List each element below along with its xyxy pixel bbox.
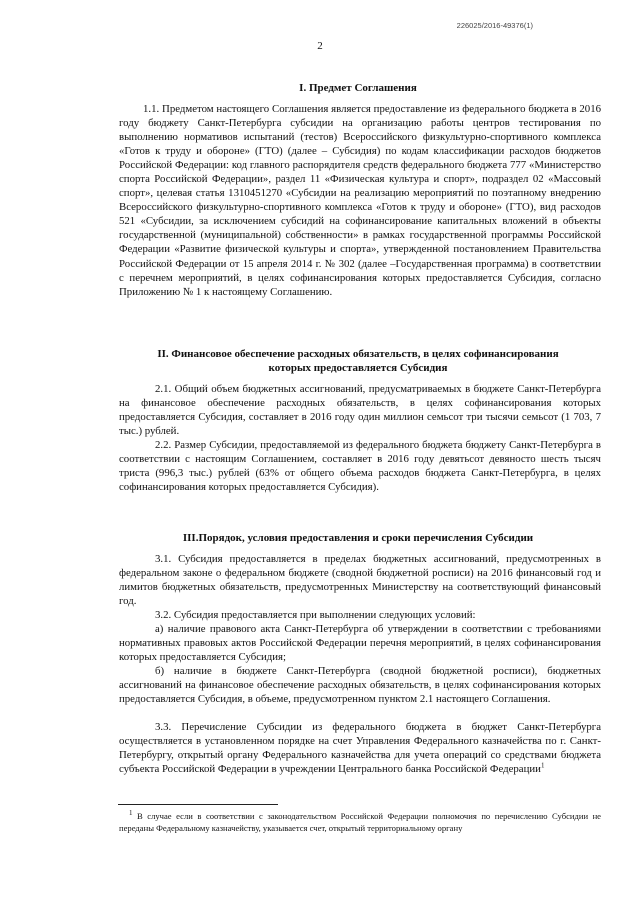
footnote-reference: 1 [540,761,545,770]
paragraph-3-2-b: б) наличие в бюджете Санкт-Петербурга (сводной бюджетной росписи), бюджетных ассигнований на финансовое обеспечение расходных обязательств, в целях софинансирования которых предоставляется Субсидия, в объеме, предусмотренном пунктом 2.1 настоящего Соглашения. [119,665,601,706]
footnote-text: В случае если в соответствии с законодательством Российской Федерации полномочия по перечислению Субсидии не переданы Федеральному казначейству, указывается счет, открытый территориальному органу [119,811,601,833]
section-2-title-line-2: которых предоставляется Субсидия [268,362,448,374]
paragraph-2-2: 2.2. Размер Субсидии, предоставляемой из федерального бюджета бюджету Санкт-Петербурга в соответствии с настоящим Соглашением, составляет в 2016 году девятьсот девяносто шесть тысяч триста (996,3 тыс.) рублей (63% от общего объема расходов бюджета Санкт-Петербурга, в целях софинансирования которых предоставляется Субсидия). [119,439,601,494]
paragraph-1-1: 1.1. Предметом настоящего Соглашения является предоставление из федерального бюджета в 2016 году бюджету Санкт-Петербурга субсидии на организацию работы центров тестирования по выполнению нормативов испытаний (тестов) Всероссийского физкультурно-спортивного комплекса «Готов к труду и обороне» (ГТО) (далее – Субсидия) по кодам классификации расходов бюджетов Российской Федерации: код главного распорядителя средств федерального бюджета 777 «Министерство спорта Российской Федерации», раздел 11 «Физическая культура и спорт», подраздел 02 «Массовый спорт», целевая статья 1310451270 «Субсидии на реализацию мероприятий по поэтапному внедрению Всероссийского физкультурно-спортивного комплекса «Готов к труду и обороне» (ГТО), вид расходов 521 «Субсидии, за исключением субсидий на софинансирование капитальных вложений в объекты государственной (муниципальной) собственности» в рамках государственной программы Российской Федерации «Развитие физической культуры и спорта», утвержденной постановлением Правительства Российской Федерации от 15 апреля 2014 г. № 302 (далее –Государственная программа) в соответствии с перечнем мероприятий, в целях софинансирования которых предоставляется Субсидия, согласно Приложению № 1 к настоящему Соглашению. [119,103,601,298]
paragraph-3-3-text: 3.3. Перечисление Субсидии из федерального бюджета в бюджет Санкт-Петербурга осуществляется в установленном порядке на счет Управления Федерального казначейства по г. Санкт-Петербургу, открытый органу Федерального казначейства для учета операций со средствами бюджета субъекта Российской Федерации в учреждении Центрального банка Российской Федерации [119,721,601,776]
paragraph-3-2-a: а) наличие правового акта Санкт-Петербурга об утверждении в соответствии с требованиями нормативных правовых актов Российской Федерации перечня мероприятий, в целях софинансирования которых предоставляется Субсидия; [119,623,601,664]
page-number: 2 [317,40,323,52]
footnote-mark: 1 [129,809,133,818]
footnote-divider [118,804,278,805]
section-3-title: III.Порядок, условия предоставления и сроки перечисления Субсидии [182,532,534,544]
section-2-title-line-1: II. Финансовое обеспечение расходных обязательств, в целях софинансирования [157,348,559,360]
paragraph-2-1: 2.1. Общий объем бюджетных ассигнований, предусматриваемых в бюджете Санкт-Петербурга на финансовое обеспечение расходных обязательств, в целях софинансирования которых предоставляется Субсидия, составляет в 2016 году один миллион семьсот три тысячи семьсот (1 703, 7 тыс.) рублей. [119,383,601,438]
document-id: 226025/2016-49376(1) [456,21,533,30]
paragraph-3-1: 3.1. Субсидия предоставляется в пределах бюджетных ассигнований, предусмотренных в федеральном законе о федеральном бюджете (сводной бюджетной росписи) на 2016 финансовый год и лимитов бюджетных обязательств, предусмотренных Министерству на соответствующий финансовый год. [119,553,601,608]
footnote [119,810,601,834]
paragraph-3-3 [119,720,601,776]
section-2-title [115,347,601,375]
paragraph-3-2: 3.2. Субсидия предоставляется при выполнении следующих условий: [155,609,476,621]
section-1-title: I. Предмет Соглашения [299,82,417,94]
